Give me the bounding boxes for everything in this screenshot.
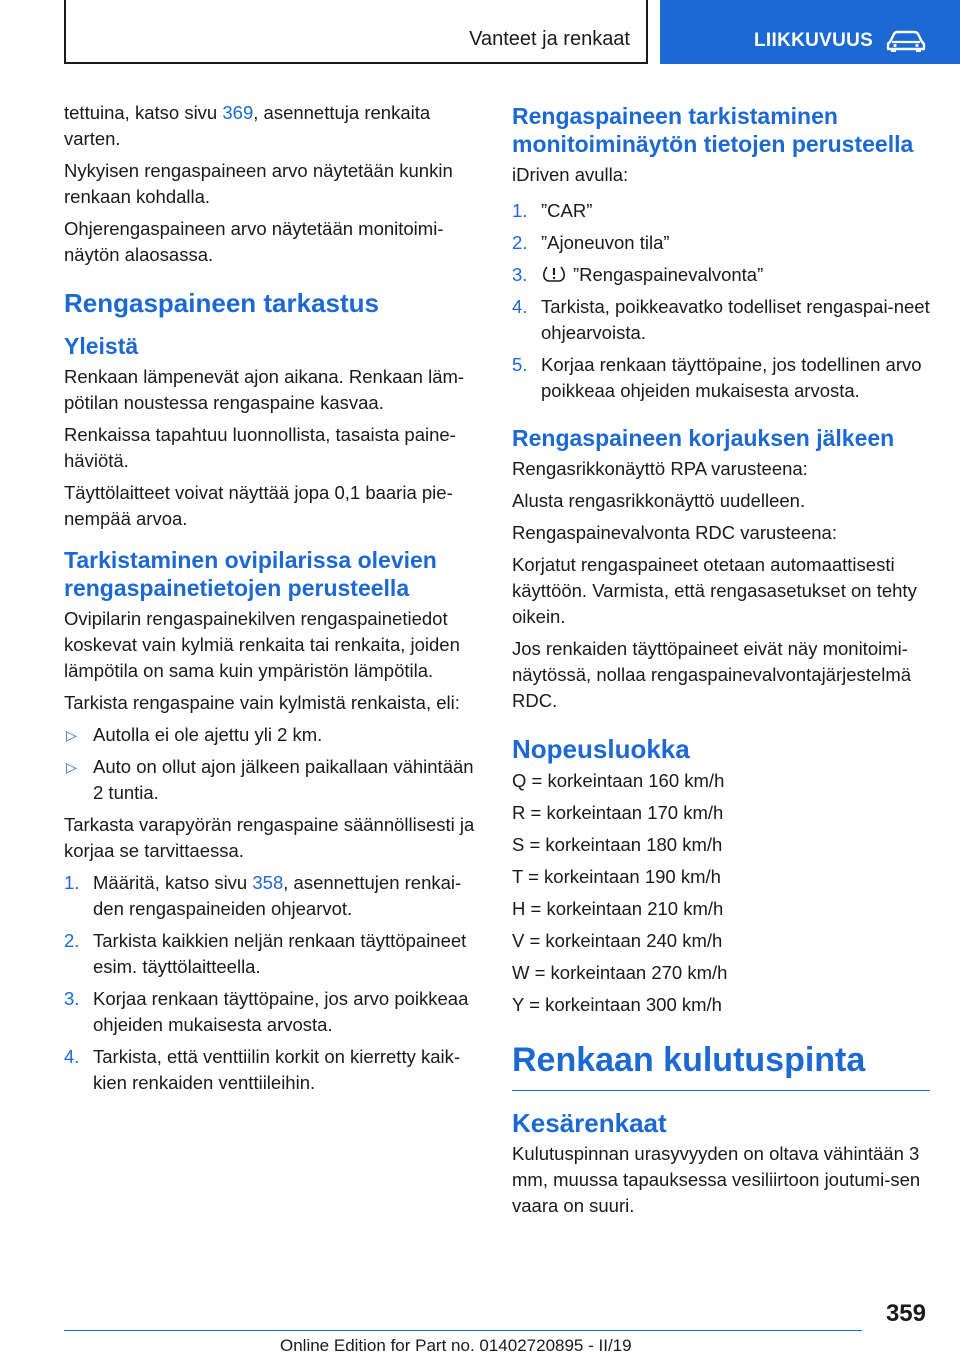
speed-rating-line: V = korkeintaan 240 km/h — [512, 930, 723, 951]
intro-paragraph-1: tettuina, katso sivu 369, asennettuja renkaita varten. — [64, 102, 431, 149]
tire-pressure-warning-icon — [541, 264, 567, 284]
list-item: 1. ”CAR” — [512, 200, 593, 221]
car-icon — [886, 30, 926, 52]
list-item: 2. Tarkista kaikkien neljän renkaan täyttöpaineet esim. täyttölaitteella. — [64, 930, 467, 977]
check-steps-list — [64, 870, 482, 1096]
footer-divider — [64, 1330, 862, 1331]
speed-rating-line: R = korkeintaan 170 km/h — [512, 802, 724, 823]
after-paragraph-3: Rengaspainevalvonta RDC varusteena: — [512, 522, 837, 543]
list-item: 3. ”Rengaspainevalvonta” — [512, 264, 764, 285]
speed-rating-line: W = korkeintaan 270 km/h — [512, 962, 728, 983]
footer-edition: Online Edition for Part no. 01402720895 - II/19 — [280, 1336, 632, 1355]
general-paragraph-2: Renkaissa tapahtuu luonnollista, tasaista paine-häviötä. — [64, 424, 456, 471]
list-item: 4. Tarkista, poikkeavatko todelliset rengaspai-neet ohjearvoista. — [512, 296, 930, 343]
header-section-box — [64, 0, 648, 64]
general-paragraph-1: Renkaan lämpenevät ajon aikana. Renkaan läm-pötilan noustessa rengaspaine kasvaa. — [64, 366, 465, 413]
heading-tire-tread: Renkaan kulutuspinta — [512, 1040, 930, 1091]
speed-rating-line: T = korkeintaan 190 km/h — [512, 866, 721, 887]
triangle-bullet-icon: ▷ — [66, 759, 77, 775]
door-pillar-paragraph-1: Ovipilarin rengaspainekilven rengaspainetiedot koskevat vain kylmiä renkaita tai renkaita, joiden lämpötila on sama kuin ympäristön lämpötila. — [64, 608, 460, 681]
heading-tire-pressure-check: Rengaspaineen tarkastus — [64, 288, 380, 318]
door-pillar-paragraph-2: Tarkista rengaspaine vain kylmistä renkaista, eli: — [64, 692, 460, 713]
left-column — [64, 100, 482, 1102]
speed-rating-line: S = korkeintaan 180 km/h — [512, 834, 723, 855]
speed-rating-list — [512, 768, 930, 1018]
speed-rating-line: Y = korkeintaan 300 km/h — [512, 994, 722, 1015]
cold-tire-conditions-list — [64, 722, 482, 806]
list-item: 4. Tarkista, että venttiilin korkit on kierretty kaik-kien renkaiden venttiileihin. — [64, 1046, 461, 1093]
idrive-lead: iDriven avulla: — [512, 164, 629, 185]
intro-paragraph-2: Nykyisen rengaspaineen arvo näytetään kunkin renkaan kohdalla. — [64, 160, 453, 207]
chapter-tab — [660, 0, 960, 64]
speed-rating-line: Q = korkeintaan 160 km/h — [512, 770, 725, 791]
section-title: Vanteet ja renkaat — [469, 28, 630, 50]
heading-door-pillar-check: Tarkistaminen ovipilarissa olevien rengaspainetietojen perusteella — [64, 547, 437, 601]
general-paragraph-3: Täyttölaitteet voivat näyttää jopa 0,1 baaria pie-nempää arvoa. — [64, 482, 453, 529]
after-paragraph-5: Jos renkaiden täyttöpaineet eivät näy monitoimi-näytössä, nollaa rengaspainevalvontajärjestelmä RDC. — [512, 638, 912, 711]
after-paragraph-4: Korjatut rengaspaineet otetaan automaattisesti käyttöön. Varmista, että rengasasetukset on tehty oikein. — [512, 554, 917, 627]
heading-summer-tires: Kesärenkaat — [512, 1108, 667, 1138]
page-number: 359 — [885, 1300, 926, 1327]
list-item: ▷ Auto on ollut ajon jälkeen paikallaan vähintään 2 tuntia. — [66, 756, 474, 803]
after-paragraph-1: Rengasrikkonäyttö RPA varusteena: — [512, 458, 808, 479]
heading-general: Yleistä — [64, 333, 139, 359]
heading-speed-rating: Nopeusluokka — [512, 734, 690, 764]
speed-rating-line: H = korkeintaan 210 km/h — [512, 898, 724, 919]
heading-after-correction: Rengaspaineen korjauksen jälkeen — [512, 425, 895, 451]
list-item: ▷ Autolla ei ole ajettu yli 2 km. — [64, 722, 482, 748]
list-item: 1. Määritä, katso sivu 358, asennettujen renkai-den rengaspaineiden ohjearvot. — [64, 872, 462, 919]
page-link-369[interactable]: 369 — [222, 102, 254, 123]
spare-wheel-paragraph: Tarkasta varapyörän rengaspaine säännöllisesti ja korjaa se tarvittaessa. — [64, 814, 475, 861]
list-item: 2. ”Ajoneuvon tila” — [512, 232, 670, 253]
intro-paragraph-3: Ohjerengaspaineen arvo näytetään monitoimi-näytön alaosassa. — [64, 218, 444, 265]
list-item: 3. Korjaa renkaan täyttöpaine, jos arvo poikkeaa ohjeiden mukaisesta arvosta. — [64, 988, 469, 1035]
tread-paragraph: Kulutuspinnan urasyvyyden on oltava vähintään 3 mm, muussa tapauksessa vesiliirtoon joutumi-sen vaara on suuri. — [512, 1143, 921, 1216]
right-column — [512, 100, 930, 1225]
idrive-steps-list — [512, 198, 930, 404]
triangle-bullet-icon: ▷ — [66, 727, 77, 743]
heading-idrive-check: Rengaspaineen tarkistaminen monitoiminäytön tietojen perusteella — [512, 103, 914, 157]
page-link-358[interactable]: 358 — [252, 872, 284, 893]
chapter-title: LIIKKUVUUS — [754, 30, 874, 51]
list-item: 5. Korjaa renkaan täyttöpaine, jos todellinen arvo poikkeaa ohjeiden mukaisesta arvosta. — [512, 354, 922, 401]
after-paragraph-2: Alusta rengasrikkonäyttö uudelleen. — [512, 490, 806, 511]
